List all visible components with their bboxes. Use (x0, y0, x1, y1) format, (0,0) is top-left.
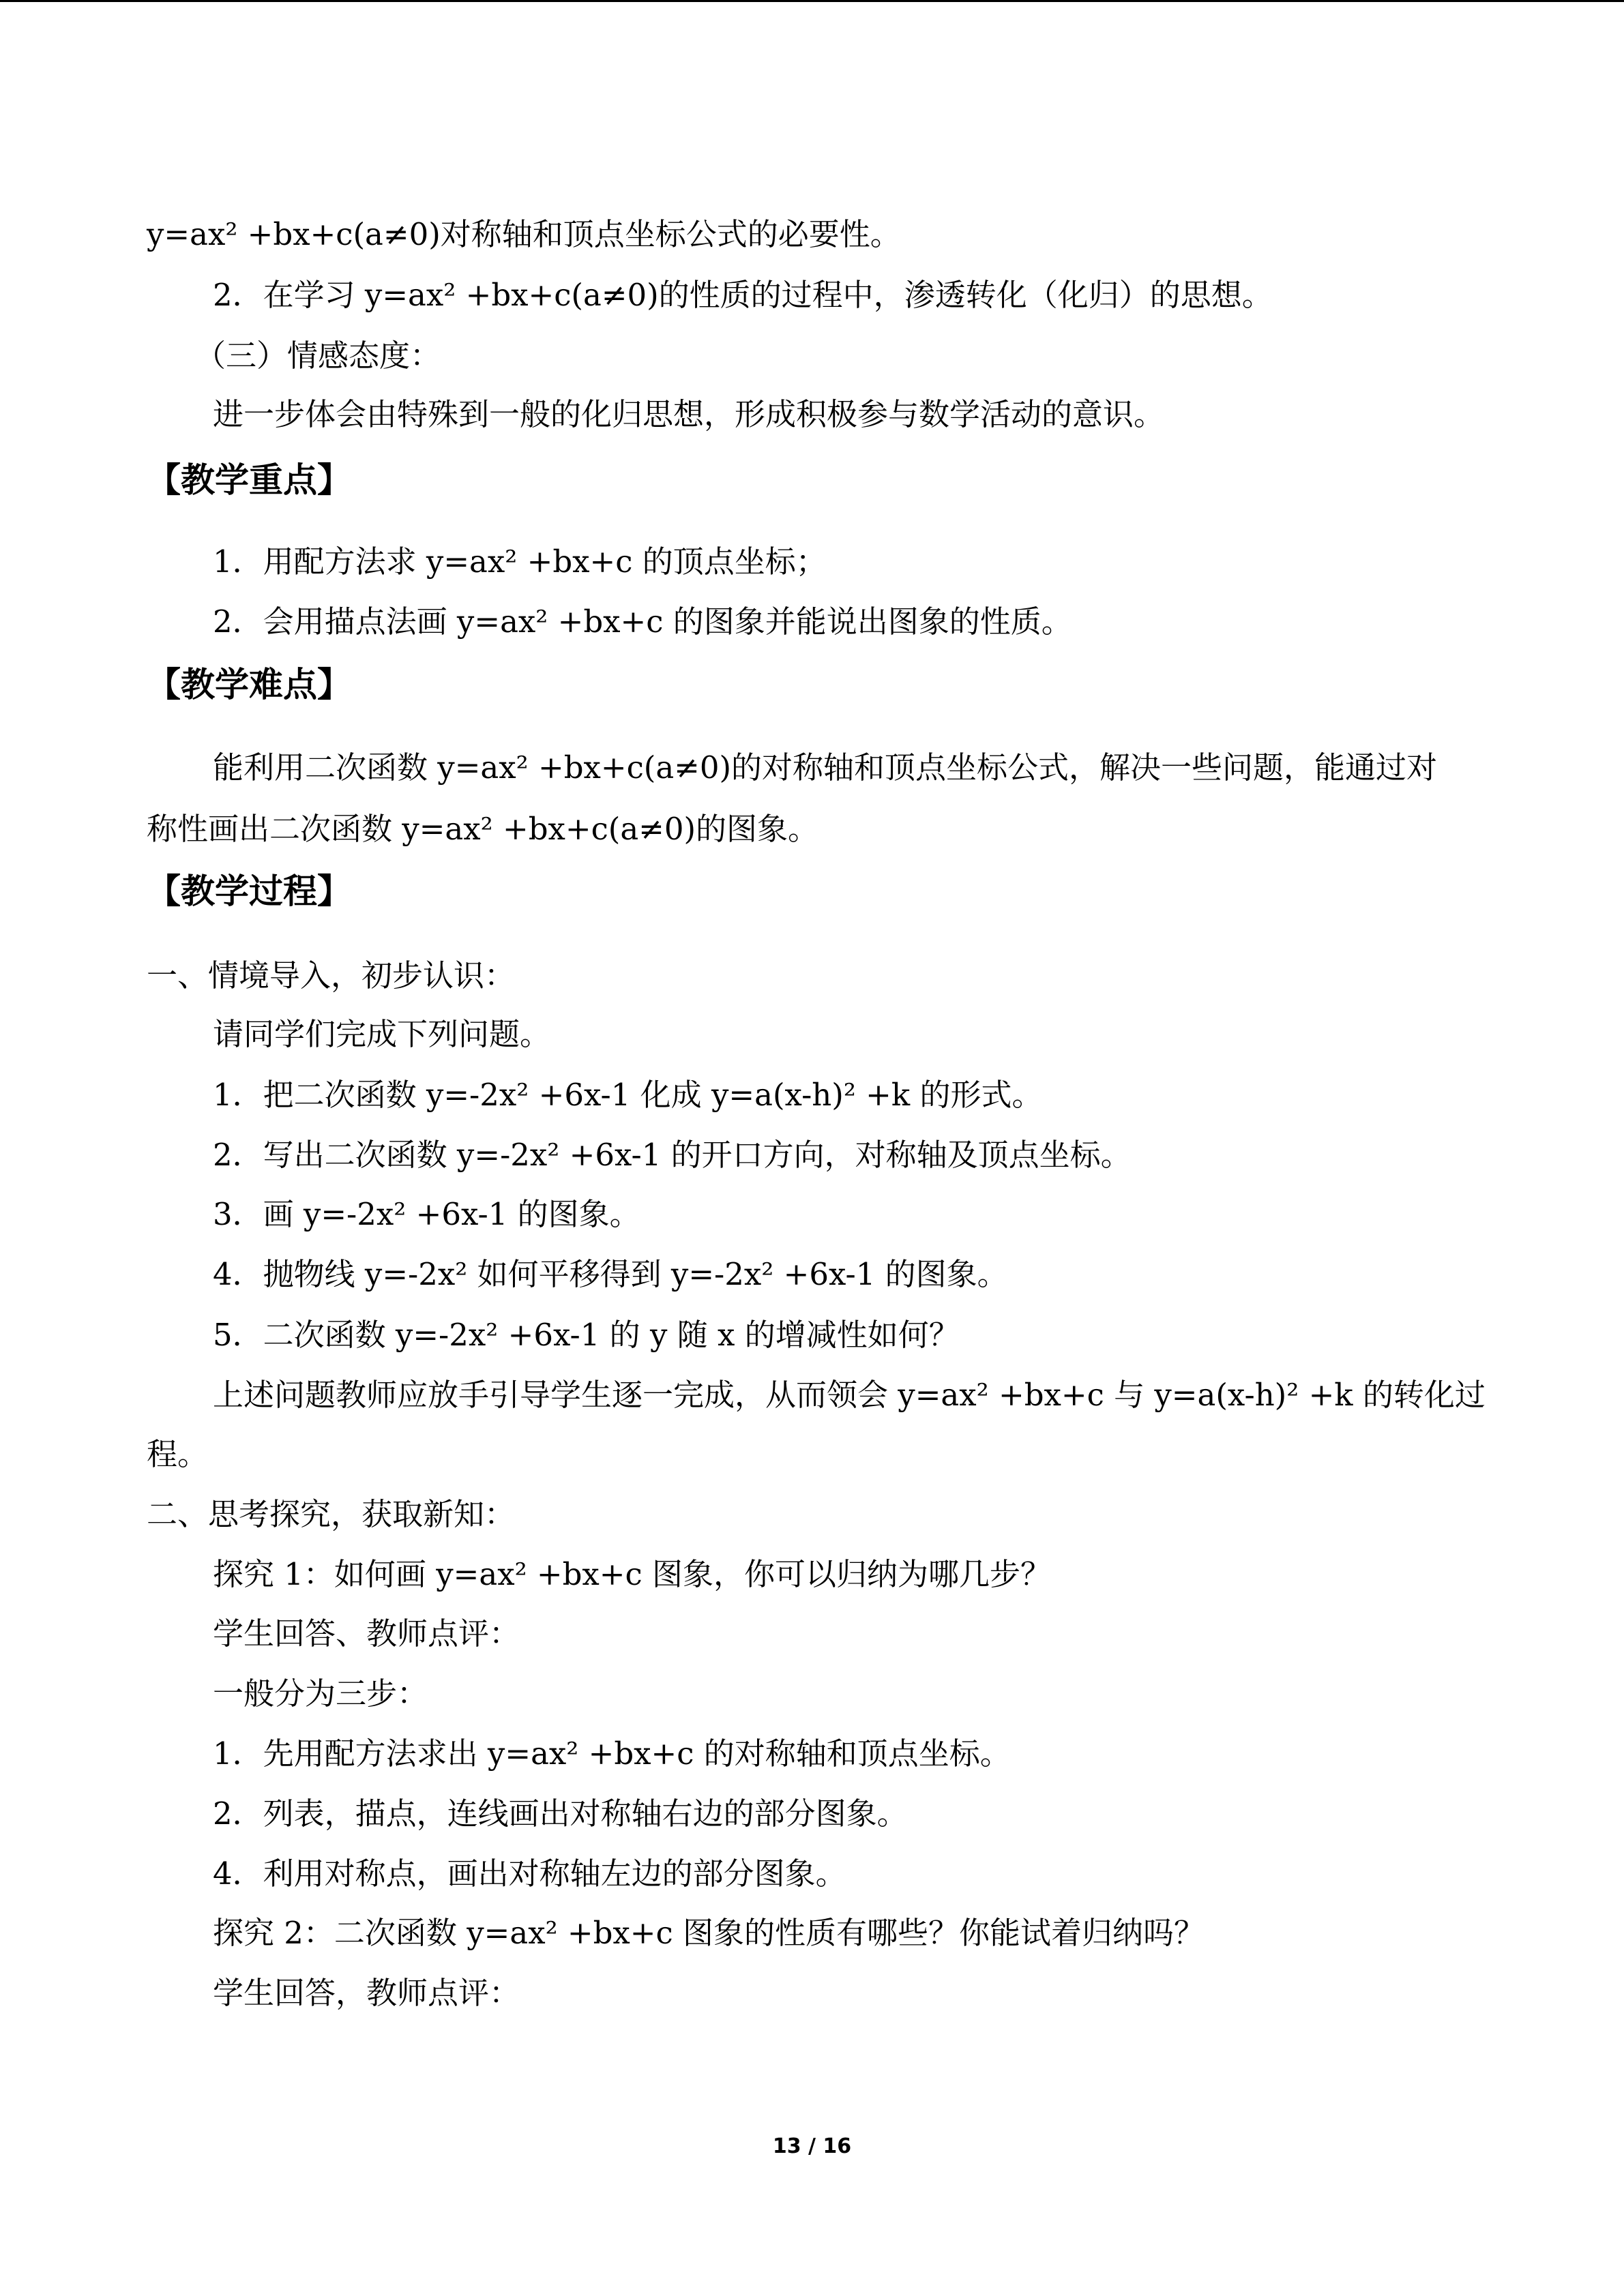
process-text-line: 一般分为三步： (213, 1675, 428, 1712)
process-explore-1: 探究 1：如何画 y=ax² +bx+c 图象，你可以归纳为哪几步？ (213, 1556, 1052, 1592)
process-question-3: 3．画 y=-2x² +6x-1 的图象。 (213, 1196, 640, 1232)
process-question-1: 1．把二次函数 y=-2x² +6x-1 化成 y=a(x-h)² +k 的形式。 (213, 1077, 1043, 1113)
process-step-3: 4．利用对称点，画出对称轴左边的部分图象。 (213, 1855, 846, 1892)
subheading-affect: （三）情感态度： (195, 338, 441, 374)
focus-item-2: 2．会用描点法画 y=ax² +bx+c 的图象并能说出图象的性质。 (213, 603, 1072, 640)
process-question-2: 2．写出二次函数 y=-2x² +6x-1 的开口方向，对称轴及顶点坐标。 (213, 1137, 1132, 1173)
process-subheading-1: 一、情境导入，初步认识： (147, 957, 516, 994)
process-step-1: 1．先用配方法求出 y=ax² +bx+c 的对称轴和顶点坐标。 (213, 1735, 1011, 1772)
process-step-2: 2．列表，描点，连线画出对称轴右边的部分图象。 (213, 1795, 908, 1832)
process-text-line: 程。 (147, 1436, 209, 1472)
focus-item-1: 1．用配方法求 y=ax² +bx+c 的顶点坐标； (213, 543, 827, 580)
process-text-line: 学生回答、教师点评： (213, 1615, 520, 1652)
difficulty-text-line: 称性画出二次函数 y=ax² +bx+c(a≠0)的图象。 (147, 811, 819, 847)
heading-process: 【教学过程】 (147, 871, 351, 911)
process-text-line: 请同学们完成下列问题。 (213, 1016, 551, 1052)
text-line: 2．在学习 y=ax² +bx+c(a≠0)的性质的过程中，渗透转化（化归）的思想。 (213, 277, 1273, 313)
difficulty-text-line: 能利用二次函数 y=ax² +bx+c(a≠0)的对称轴和顶点坐标公式，解决一些问题，能通过对 (213, 749, 1438, 786)
heading-difficulty: 【教学难点】 (147, 665, 351, 704)
process-subheading-2: 二、思考探究，获取新知： (147, 1496, 516, 1532)
process-question-5: 5．二次函数 y=-2x² +6x-1 的 y 随 x 的增减性如何？ (213, 1317, 960, 1353)
text-line: 进一步体会由特殊到一般的化归思想，形成积极参与数学活动的意识。 (213, 396, 1165, 432)
process-question-4: 4．抛物线 y=-2x² 如何平移得到 y=-2x² +6x-1 的图象。 (213, 1256, 1008, 1292)
process-text-line: 学生回答，教师点评： (213, 1975, 520, 2011)
page-number: 13 / 16 (772, 2134, 852, 2158)
process-text-line: 上述问题教师应放手引导学生逐一完成，从而领会 y=ax² +bx+c 与 y=a(x-h)² +k 的转化过 (213, 1377, 1486, 1413)
process-explore-2: 探究 2：二次函数 y=ax² +bx+c 图象的性质有哪些？你能试着归纳吗？ (213, 1915, 1205, 1951)
page-top-border (0, 0, 1624, 2)
text-line: y=ax² +bx+c(a≠0)对称轴和顶点坐标公式的必要性。 (147, 216, 901, 252)
heading-focus: 【教学重点】 (147, 460, 351, 500)
